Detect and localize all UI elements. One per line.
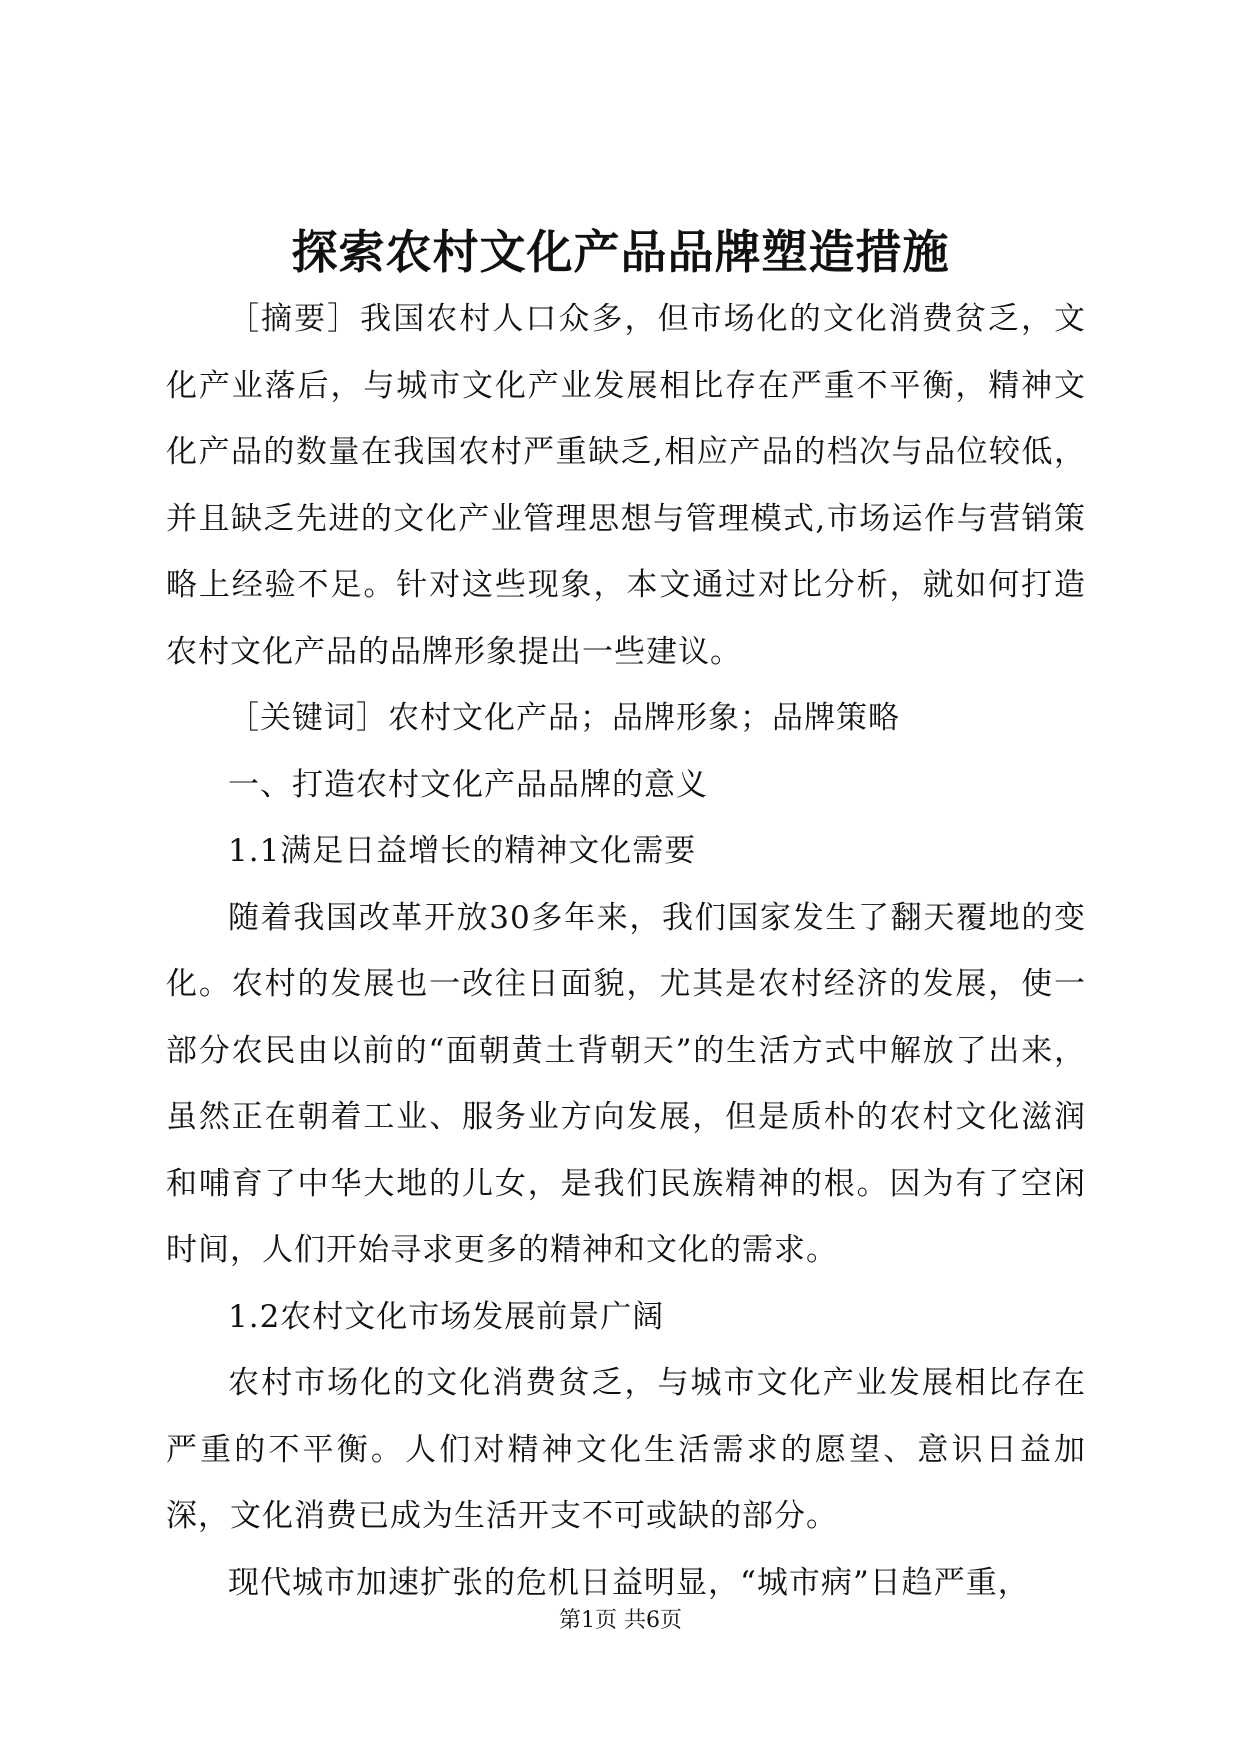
document-body: [166, 286, 1086, 1616]
document-title: 探索农村文化产品品牌塑造措施: [291, 225, 950, 279]
abstract-paragraph: ［摘要］我国农村人口众多，但市场化的文化消费贫乏，文化产业落后，与城市文化产业发展相比存在严重不平衡，精神文化产品的数量在我国农村严重缺乏,相应产品的档次与品位较低，并且缺乏先进的文化产业管理思想与管理模式,市场运作与营销策略上经验不足。针对这些现象，本文通过对比分析，就如何打造农村文化产品的品牌形象提出一些建议。: [166, 301, 1086, 670]
page-footer: 第1页 共6页: [559, 1608, 682, 1633]
body-paragraph: 随着我国改革开放30多年来，我们国家发生了翻天覆地的变化。农村的发展也一改往日面貌，尤其是农村经济的发展，使一部分农民由以前的“面朝黄土背朝天”的生活方式中解放了出来，虽然正在朝着工业、服务业方向发展，但是质朴的农村文化滋润和哺育了中华大地的儿女，是我们民族精神的根。因为有了空闲时间，人们开始寻求更多的精神和文化的需求。: [166, 899, 1086, 1268]
body-paragraph: 现代城市加速扩张的危机日益明显，“城市病”日趋严重，: [228, 1564, 1030, 1601]
section-heading: 一、打造农村文化产品品牌的意义: [228, 766, 708, 803]
subsection-heading: 1.2农村文化市场发展前景广阔: [228, 1298, 665, 1335]
subsection-heading: 1.1满足日益增长的精神文化需要: [228, 833, 697, 869]
body-paragraph: 农村市场化的文化消费贫乏，与城市文化产业发展相比存在严重的不平衡。人们对精神文化生活需求的愿望、意识日益加深，文化消费已成为生活开支不可或缺的部分。: [166, 1365, 1086, 1534]
keywords-paragraph: ［关键词］农村文化产品；品牌形象；品牌策略: [228, 700, 900, 736]
